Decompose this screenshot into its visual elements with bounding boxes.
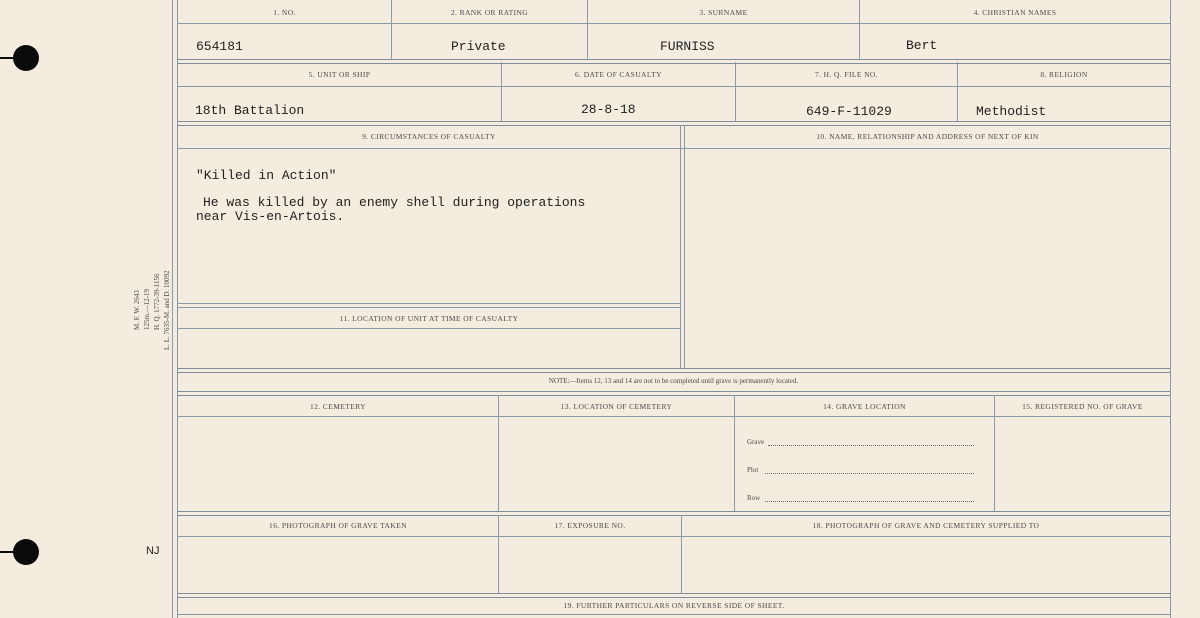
rule [177, 391, 1170, 396]
rule [177, 303, 680, 304]
initials: NJ [146, 545, 160, 557]
label-location-cemetery: 13. LOCATION OF CEMETERY [560, 402, 673, 411]
label-grave-location: 14. GRAVE LOCATION [823, 402, 906, 411]
label-unit: 5. UNIT OR SHIP [308, 70, 371, 79]
label-photo-taken: 16. PHOTOGRAPH OF GRAVE TAKEN [269, 521, 407, 530]
grave-field-line [768, 445, 974, 446]
rule [177, 86, 1170, 87]
label-christian-names: 4. CHRISTIAN NAMES [973, 8, 1057, 17]
print-code-line: L. L. 7635-M. and D. 10092 [163, 270, 171, 350]
label-no: 1. NO. [273, 8, 296, 17]
rule [177, 368, 1170, 373]
label-religion: 8. RELIGION [1040, 70, 1088, 79]
grave-field-label: Grave [747, 438, 765, 446]
print-code-line: M. F. W. 2643 [133, 290, 141, 330]
label-further: 19. FURTHER PARTICULARS ON REVERSE SIDE OF SHEET. [563, 601, 785, 610]
frame-line [172, 0, 173, 618]
hole-mark [0, 551, 24, 553]
print-code-line: H. Q. 1772-39-1156 [153, 273, 161, 330]
label-registered-no: 15. REGISTERED NO. OF GRAVE [1022, 402, 1143, 411]
rule [177, 59, 1170, 64]
label-photo-supplied: 18. PHOTOGRAPH OF GRAVE AND CEMETERY SUPPLIED TO [812, 521, 1040, 530]
hole-mark [0, 57, 24, 59]
circumstances-line: near Vis-en-Artois. [196, 209, 345, 224]
label-file: 7. H. Q. FILE NO. [814, 70, 879, 79]
value-unit: 18th Battalion [195, 103, 305, 118]
circumstances-line: He was killed by an enemy shell during operations [203, 195, 586, 210]
label-surname: 3. SURNAME [699, 8, 748, 17]
row-field-label: Row [747, 494, 761, 502]
rule [994, 395, 995, 511]
print-code-line: 125m.—12-19 [143, 288, 151, 330]
frame-line [1170, 0, 1171, 618]
label-circumstances: 9. CIRCUMSTANCES OF CASUALTY [362, 132, 496, 141]
value-surname: FURNISS [660, 39, 715, 54]
label-exposure: 17. EXPOSURE NO. [554, 521, 626, 530]
row-field-line [765, 501, 974, 502]
rule [177, 511, 1170, 516]
rule [177, 614, 1170, 615]
label-rank: 2. RANK OR RATING [450, 8, 529, 17]
rule [684, 125, 685, 369]
value-rank: Private [451, 39, 506, 54]
rule [177, 121, 1170, 126]
rule [177, 416, 1170, 417]
value-religion: Methodist [976, 104, 1047, 119]
plot-field-label: Plot [747, 466, 759, 474]
rule [177, 536, 1170, 537]
rule [680, 125, 681, 369]
label-cemetery: 12. CEMETERY [309, 402, 367, 411]
label-location-unit: 11. LOCATION OF UNIT AT TIME OF CASUALTY [339, 314, 519, 323]
rule [498, 395, 499, 511]
plot-field-line [765, 473, 974, 474]
rule [177, 328, 680, 329]
rule [177, 593, 1170, 598]
rule [177, 148, 1170, 149]
value-no: 654181 [196, 39, 243, 54]
circumstances-line: "Killed in Action" [196, 168, 337, 183]
value-date: 28-8-18 [581, 102, 636, 117]
value-file: 649-F-11029 [806, 104, 892, 119]
label-next-of-kin: 10. NAME, RELATIONSHIP AND ADDRESS OF NEXT OF KIN [816, 132, 1039, 141]
value-christian-names: Bert [906, 38, 938, 53]
rule [177, 307, 680, 308]
rule [734, 395, 735, 511]
note-text: NOTE:—Items 12, 13 and 14 are not to be completed until grave is permanently located. [548, 377, 799, 385]
rule [177, 23, 1170, 24]
label-date: 6. DATE OF CASUALTY [575, 70, 662, 79]
